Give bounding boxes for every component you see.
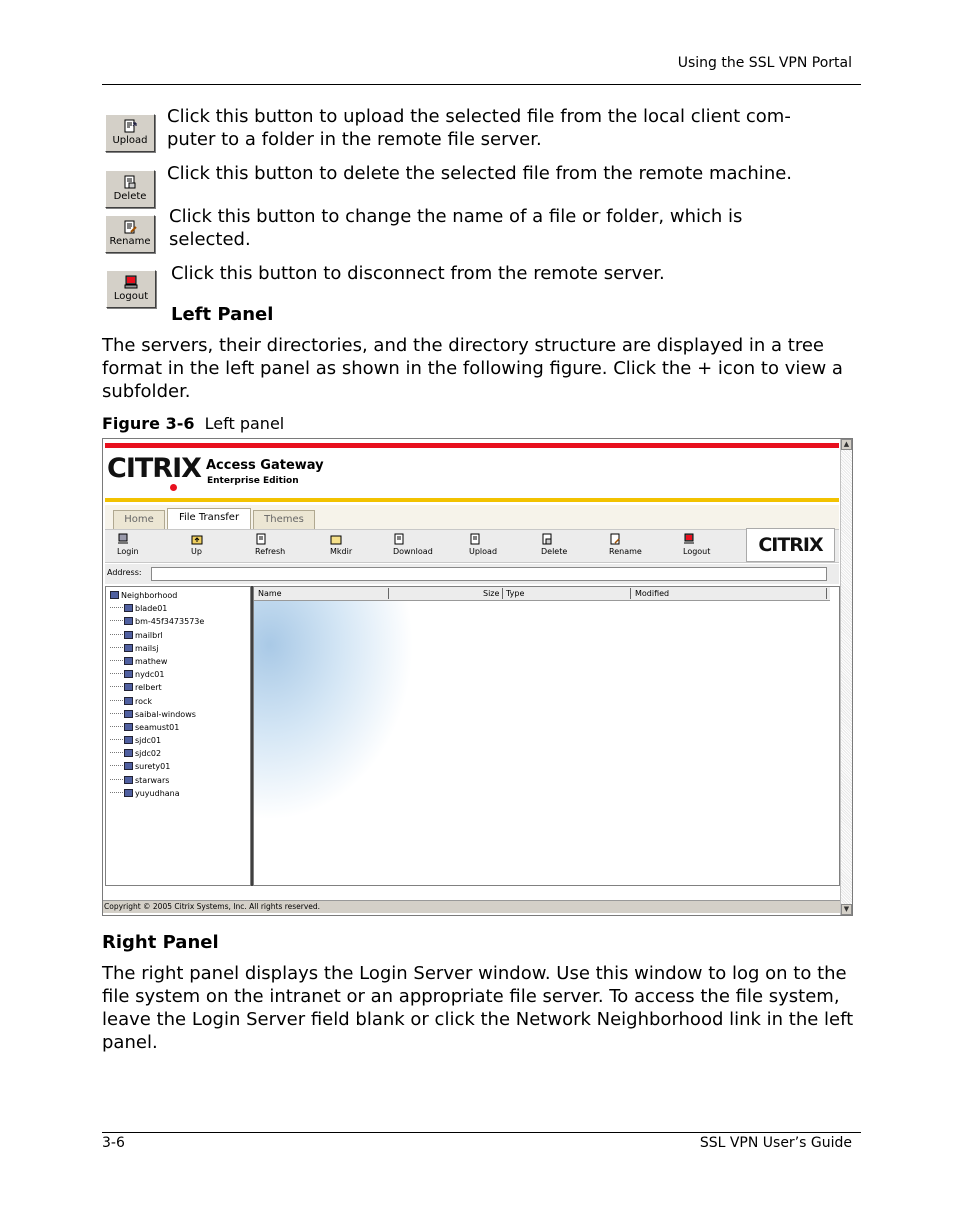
computer-icon	[124, 710, 133, 718]
running-header: Using the SSL VPN Portal	[677, 55, 852, 71]
toolbar-label: Login	[117, 547, 139, 556]
tree-item[interactable]	[110, 695, 204, 708]
computer-icon	[124, 644, 133, 652]
tree-root-label: Neighborhood	[121, 591, 178, 600]
computer-icon	[124, 697, 133, 705]
logo-text: CITRIX	[107, 453, 201, 484]
guide-title: SSL VPN User’s Guide	[699, 1135, 852, 1151]
column-header	[254, 587, 830, 601]
tree-item[interactable]	[110, 721, 204, 734]
tree-connector	[110, 752, 123, 753]
app-title: Access Gateway	[206, 458, 324, 473]
tree-connector	[110, 647, 123, 648]
tree-connector	[110, 673, 123, 674]
tree-item-label: relbert	[135, 683, 162, 693]
figure-caption-text: Left panel	[204, 414, 285, 433]
rename-button-image	[105, 215, 155, 253]
brand-gold-bar	[105, 498, 839, 502]
computer-icon	[124, 617, 133, 625]
tree-item-label: bm-45f3473573e	[135, 617, 205, 627]
right-panel-body: The right panel displays the Login Server window. Use this window to log on to the file system on the intranet or an appropriate file server. To access the file system, leave the Login Server field blank or click the Network Neighborhood link in the left panel.	[102, 963, 854, 1053]
toolbar-label: Mkdir	[330, 547, 353, 556]
computer-icon	[124, 670, 133, 678]
tree-item[interactable]	[110, 734, 204, 747]
logout-icon	[683, 533, 695, 545]
computer-icon	[124, 683, 133, 691]
figure-caption	[102, 414, 284, 433]
tree-item-label: seamust01	[135, 722, 180, 732]
logout-button-image	[106, 270, 156, 308]
address-input[interactable]	[151, 567, 827, 581]
address-bar	[105, 564, 839, 584]
button-label: Logout	[113, 291, 149, 302]
tree-connector	[110, 686, 123, 687]
left-panel-body: The servers, their directories, and the directory structure are displayed in a tree format in the left panel as shown in the following figure. Click the + icon to view a subfolder.	[102, 335, 843, 402]
toolbar-login[interactable]	[117, 533, 167, 556]
download-icon	[393, 533, 405, 545]
column-divider	[826, 588, 827, 599]
left-panel-heading: Left Panel	[171, 304, 274, 325]
tree-item-label: mailsj	[135, 643, 159, 653]
tree-connector	[110, 726, 123, 727]
computer-icon	[124, 762, 133, 770]
tree-item-label: saibal-windows	[135, 709, 196, 719]
scroll-down-arrow[interactable]: ▼	[841, 904, 852, 915]
vertical-scrollbar[interactable]	[840, 439, 852, 915]
tree-item[interactable]	[110, 602, 204, 615]
right-panel-heading: Right Panel	[102, 932, 219, 953]
upload-icon	[123, 119, 137, 133]
tree-item-label: blade01	[135, 604, 168, 614]
tree-item[interactable]	[110, 642, 204, 655]
toolbar-label: Delete	[541, 547, 568, 556]
toolbar	[105, 529, 839, 563]
citrix-screenshot-figure	[102, 438, 853, 916]
tree-item-label: mailbrl	[135, 630, 163, 640]
scroll-up-arrow[interactable]: ▲	[841, 439, 852, 450]
citrix-logo	[107, 453, 201, 484]
column-divider	[630, 588, 631, 599]
computer-icon	[124, 723, 133, 731]
computer-icon	[124, 749, 133, 757]
folder-icon	[330, 533, 342, 545]
rename-icon	[123, 220, 137, 234]
column-type[interactable]: Type	[506, 589, 525, 598]
delete-description: Click this button to delete the selected file from the remote machine.	[167, 163, 793, 184]
network-icon	[110, 591, 119, 599]
status-bar: Copyright © 2005 Citrix Systems, Inc. All rights reserved.	[103, 900, 840, 913]
app-subtitle: Enterprise Edition	[207, 476, 299, 486]
toolbar-download[interactable]	[393, 533, 443, 556]
tree-connector	[110, 739, 123, 740]
tree-connector	[110, 634, 123, 635]
tab-themes[interactable]: Themes	[253, 510, 315, 529]
tree-item[interactable]	[110, 615, 204, 628]
tree-connector	[110, 792, 123, 793]
tree-item-label: rock	[135, 696, 153, 706]
toolbar-delete[interactable]	[541, 533, 591, 556]
tab-bar	[105, 505, 839, 529]
toolbar-label: Up	[191, 547, 202, 556]
toolbar-label: Download	[393, 547, 433, 556]
tree-item-label: starwars	[135, 775, 170, 785]
column-modified[interactable]: Modified	[635, 589, 670, 598]
address-label: Address:	[107, 568, 142, 577]
tree-item-label: yuyudhana	[135, 788, 180, 798]
tree-item[interactable]	[110, 708, 204, 721]
tab-file-transfer[interactable]: File Transfer	[167, 508, 251, 529]
column-divider	[502, 588, 503, 599]
toolbar-upload[interactable]	[469, 533, 519, 556]
tree-item[interactable]	[110, 668, 204, 681]
toolbar-label: Logout	[683, 547, 711, 556]
refresh-icon	[255, 533, 267, 545]
tree-item[interactable]	[110, 787, 204, 800]
toolbar-citrix-logo: CITRIX	[746, 528, 835, 562]
tree-item[interactable]	[110, 774, 204, 787]
computer-icon	[124, 657, 133, 665]
computer-icon	[124, 736, 133, 744]
toolbar-up[interactable]	[191, 533, 241, 556]
toolbar-label: Rename	[609, 547, 642, 556]
toolbar-logout[interactable]	[683, 533, 733, 556]
tree-item-label: mathew	[135, 656, 168, 666]
brand-red-bar	[105, 443, 839, 448]
toolbar-rename[interactable]	[609, 533, 659, 556]
delete-button-image	[105, 170, 155, 208]
up-folder-icon	[191, 533, 203, 545]
logo-dot	[170, 484, 177, 491]
tree-item-label: sjdc02	[135, 749, 162, 759]
delete-icon	[123, 175, 137, 189]
figure-number: Figure 3-6	[102, 414, 195, 433]
computer-icon	[124, 631, 133, 639]
tree-connector	[110, 660, 123, 661]
upload-icon	[469, 533, 481, 545]
logout-icon	[124, 275, 138, 289]
tree-connector	[110, 779, 123, 780]
rename-description: Click this button to change the name of a file or folder, which is selected.	[169, 206, 743, 250]
login-icon	[117, 533, 129, 545]
computer-icon	[124, 604, 133, 612]
server-tree	[110, 589, 204, 800]
tree-connector	[110, 607, 123, 608]
tab-home[interactable]: Home	[113, 510, 165, 529]
logout-description: Click this button to disconnect from the remote server.	[171, 263, 665, 284]
toolbar-refresh[interactable]	[255, 533, 305, 556]
header-rule	[102, 84, 861, 85]
tree-item[interactable]	[110, 760, 204, 773]
toolbar-label: Refresh	[255, 547, 286, 556]
rename-icon	[609, 533, 621, 545]
tree-connector	[110, 700, 123, 701]
right-panel-file-list	[253, 586, 840, 886]
toolbar-label: Upload	[469, 547, 498, 556]
left-panel-tree	[105, 586, 251, 886]
upload-description: Click this button to upload the selected file from the local client com- puter to a folder in the remote file server.	[167, 106, 791, 150]
column-divider	[388, 588, 389, 599]
page-number: 3-6	[102, 1135, 125, 1151]
computer-icon	[124, 776, 133, 784]
tree-connector	[110, 620, 123, 621]
button-label: Upload	[112, 135, 148, 146]
footer-rule	[102, 1132, 861, 1133]
column-size[interactable]: Size	[483, 589, 500, 598]
toolbar-mkdir[interactable]	[330, 533, 380, 556]
tree-item-label: sjdc01	[135, 736, 162, 746]
upload-button-image	[105, 114, 155, 152]
tree-item-label: surety01	[135, 762, 171, 772]
tree-item-label: nydc01	[135, 670, 165, 680]
tree-connector	[110, 765, 123, 766]
button-label: Delete	[113, 191, 147, 202]
tree-item[interactable]	[110, 629, 204, 642]
button-label: Rename	[109, 236, 151, 247]
tree-item[interactable]	[110, 681, 204, 694]
computer-icon	[124, 789, 133, 797]
tree-root[interactable]	[110, 589, 204, 602]
tree-item[interactable]	[110, 747, 204, 760]
background-decoration	[254, 601, 414, 821]
tree-item[interactable]	[110, 655, 204, 668]
tree-connector	[110, 713, 123, 714]
column-name[interactable]: Name	[258, 589, 282, 598]
delete-icon	[541, 533, 553, 545]
